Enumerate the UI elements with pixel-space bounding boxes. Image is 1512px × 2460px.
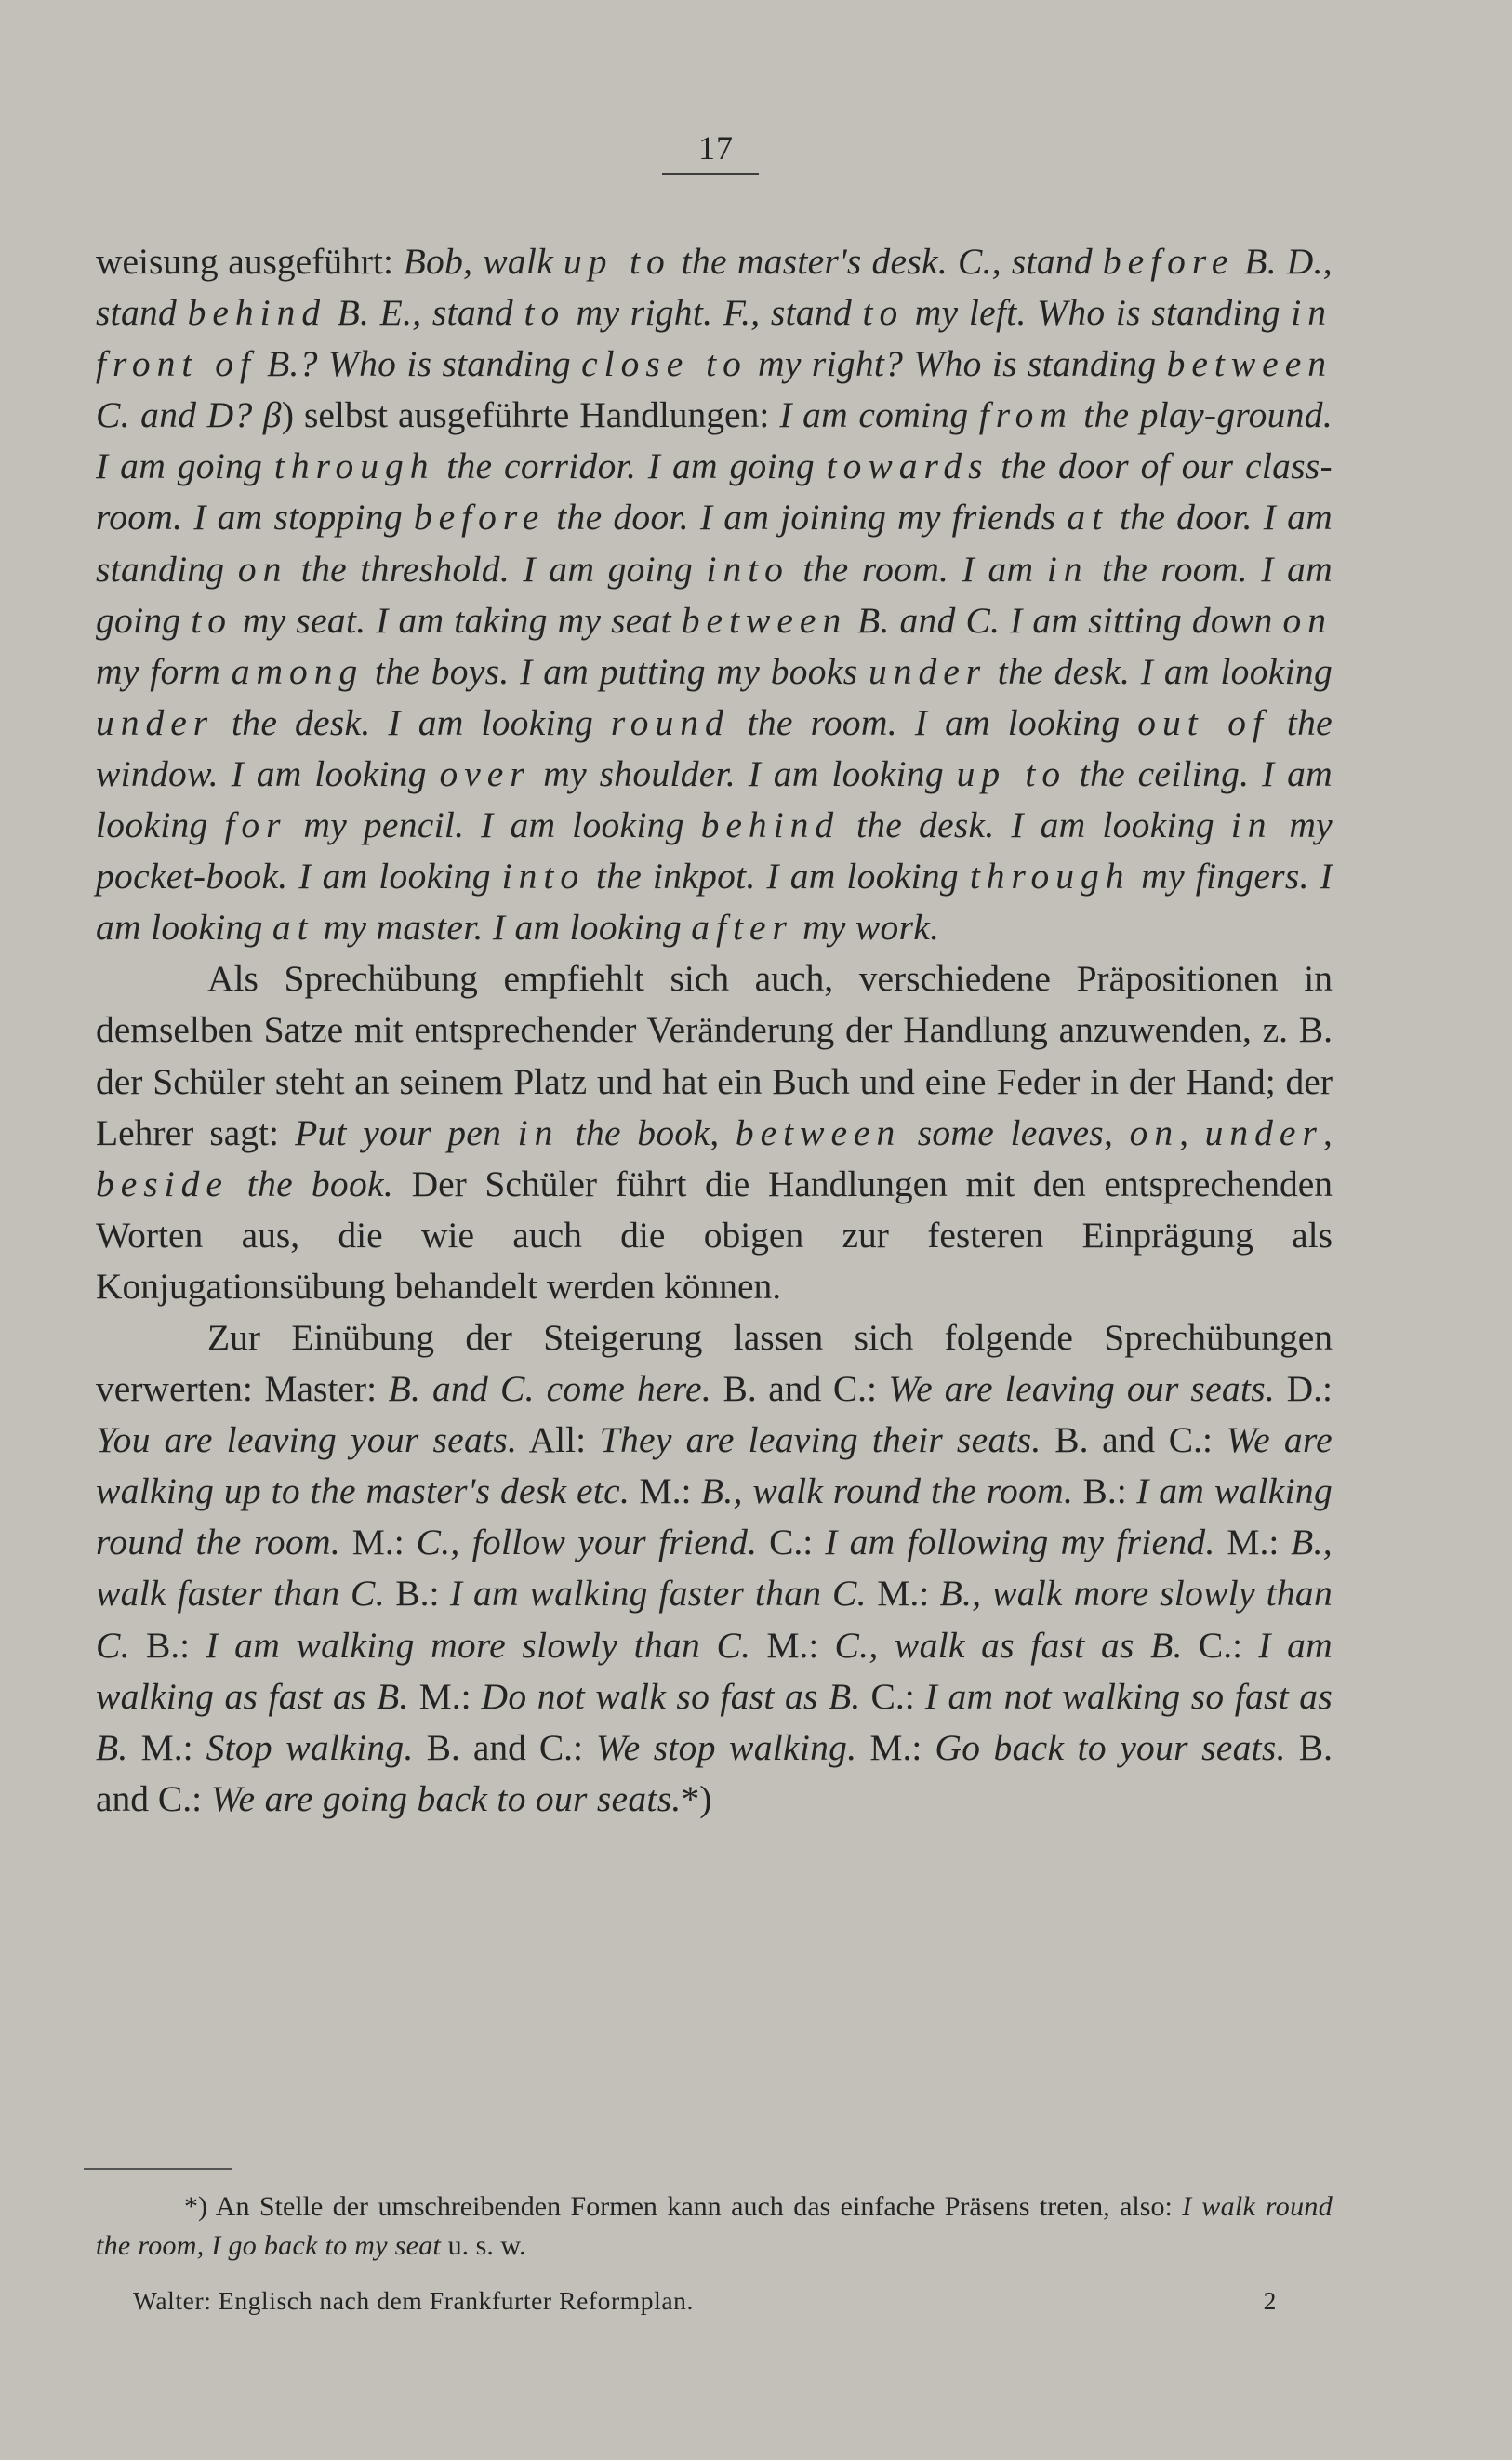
text-run: my fingers. I am looking bbox=[96, 856, 1333, 949]
text-run: towards bbox=[826, 445, 989, 487]
footnote bbox=[96, 2187, 1333, 2266]
text-run: from bbox=[978, 394, 1073, 436]
text-run: B., walk faster than C. bbox=[96, 1522, 1333, 1615]
text-run: Bob, walk bbox=[403, 241, 564, 282]
text-run: my left. Who is standing bbox=[904, 292, 1292, 334]
text-run: *) bbox=[681, 1777, 712, 1819]
text-run: the window. I am looking bbox=[96, 701, 1333, 794]
text-run: ) selbst ausgeführte Handlungen: bbox=[281, 394, 780, 436]
text-run: to bbox=[862, 292, 905, 334]
text-run: D.: bbox=[1275, 1368, 1333, 1410]
text-run: the desk. I am looking bbox=[840, 804, 1231, 846]
text-run: some leaves, bbox=[901, 1111, 1130, 1153]
text-run: my right? Who is standing bbox=[747, 343, 1167, 385]
text-run: before bbox=[1102, 241, 1235, 282]
text-run: my form bbox=[96, 650, 232, 692]
text-run: B. and C.: bbox=[413, 1726, 597, 1768]
text-run: We are going back to our seats. bbox=[210, 1777, 682, 1819]
text-run: B. and C.: bbox=[1041, 1419, 1227, 1461]
text-run: the boys. I am putting my books bbox=[364, 650, 869, 692]
text-run: among bbox=[231, 650, 365, 692]
text-run: my pencil. I am looking bbox=[286, 804, 701, 846]
text-run: before bbox=[413, 497, 546, 539]
text-run: my work. bbox=[792, 907, 940, 949]
text-run: M.: bbox=[750, 1624, 835, 1666]
text-run: on bbox=[237, 548, 288, 590]
text-run: between bbox=[735, 1111, 902, 1153]
text-run: the master's desk. C., stand bbox=[670, 241, 1103, 282]
text-run: on bbox=[1129, 1111, 1180, 1153]
text-run: into bbox=[706, 548, 789, 590]
text-run: C.: bbox=[1182, 1624, 1259, 1666]
text-run: under bbox=[96, 701, 215, 743]
text-run: Put your pen bbox=[295, 1111, 518, 1153]
text-run: the room. I am bbox=[789, 548, 1047, 590]
text-run: the desk. I am looking bbox=[987, 650, 1333, 692]
text-run: I am walking round the room. bbox=[96, 1470, 1333, 1563]
text-run: I am following my friend. bbox=[825, 1522, 1215, 1563]
text-run: round bbox=[610, 701, 730, 743]
text-run: B. and C.: bbox=[96, 1726, 1333, 1819]
text-run: after bbox=[691, 907, 793, 949]
text-run: We are walking up to the master's desk etc. bbox=[96, 1419, 1333, 1512]
text-run: under bbox=[1204, 1111, 1323, 1153]
text-run: close to bbox=[581, 343, 748, 385]
text-run: the ceiling. I am looking bbox=[96, 752, 1333, 846]
text-run: C., follow your friend. bbox=[416, 1522, 758, 1563]
paragraph-exercises bbox=[96, 236, 1333, 953]
text-run: behind bbox=[187, 292, 327, 334]
text-run: C., walk as fast as B. bbox=[834, 1624, 1183, 1666]
text-run: B.? Who is standing bbox=[256, 343, 582, 385]
text-run: β bbox=[262, 394, 282, 436]
text-run: C.: bbox=[757, 1522, 826, 1563]
text-run: I walk round the room, I go back to my seat bbox=[96, 2191, 1333, 2261]
text-run: u. s. w. bbox=[441, 2230, 526, 2261]
text-run: B.: bbox=[129, 1624, 206, 1666]
text-run: the corridor. I am going bbox=[434, 445, 827, 487]
text-run: behind bbox=[700, 804, 841, 846]
text-run: *) An Stelle der umschreibenden Formen kann auch das einfache Präsens treten, also: bbox=[184, 2191, 1183, 2222]
footnote-rule bbox=[84, 2168, 232, 2170]
text-run: B. D., stand bbox=[96, 241, 1333, 334]
text-run: my pocket-book. I am looking bbox=[96, 804, 1333, 898]
text-run: the book, bbox=[559, 1111, 736, 1153]
text-run: the play-ground. I am going bbox=[96, 394, 1333, 487]
text-run: B.: bbox=[384, 1573, 450, 1615]
text-run: M.: bbox=[630, 1470, 701, 1512]
text-run: my shoulder. I am looking bbox=[530, 752, 957, 794]
text-run: weisung ausgeführt: bbox=[96, 241, 404, 282]
text-run: up to bbox=[563, 241, 671, 282]
text-run: Zur Einübung der Steigerung lassen sich folgende Sprechübungen verwerten: Master: bbox=[96, 1316, 1333, 1410]
text-run: I am not walking so fast as B. bbox=[96, 1675, 1333, 1768]
text-run: over bbox=[439, 752, 531, 794]
text-run: M.: bbox=[1214, 1522, 1292, 1563]
text-run: We are leaving our seats. bbox=[888, 1368, 1276, 1410]
text-run: between bbox=[1166, 343, 1333, 385]
text-run: M.: bbox=[340, 1522, 417, 1563]
text-run: You are leaving your seats. bbox=[96, 1419, 518, 1461]
text-run: Als Sprechübung empfiehlt sich auch, verschiedene Präpositionen in demselben Satze mit entsprechender Veränderung der Handlung anzuwenden, z. B. der Schüler steht an seinem Platz und hat ein Buch und eine Feder in der Hand; der Lehrer sagt: bbox=[96, 958, 1333, 1153]
text-run: the desk. I am looking bbox=[214, 701, 611, 743]
page-footer bbox=[133, 2286, 1277, 2316]
text-run: through bbox=[273, 445, 435, 487]
text-run: the door of our class-room. I am stopping bbox=[96, 445, 1333, 539]
page-number: 17 bbox=[698, 129, 734, 166]
text-run: B., walk round the room. bbox=[700, 1470, 1074, 1512]
text-run: B. and C.: bbox=[711, 1368, 889, 1410]
text-run: the threshold. I am going bbox=[287, 548, 707, 590]
text-run: my master. I am looking bbox=[313, 907, 692, 949]
text-run: my right. F., stand bbox=[565, 292, 863, 334]
text-run: to bbox=[191, 599, 233, 641]
text-run: I am walking faster than C. bbox=[449, 1573, 867, 1615]
text-run: , bbox=[1179, 1111, 1205, 1153]
paragraph-comparison bbox=[96, 1312, 1333, 1825]
text-run: B.: bbox=[1073, 1470, 1137, 1512]
text-run: the room. I am going bbox=[96, 548, 1333, 641]
text-run: C. and D? bbox=[96, 394, 263, 436]
page-number-rule bbox=[662, 173, 759, 175]
text-run: M.: bbox=[127, 1726, 206, 1768]
text-run: M.: bbox=[856, 1726, 935, 1768]
text-run: between bbox=[681, 599, 848, 641]
text-run: on bbox=[1282, 599, 1333, 641]
text-run: We stop walking. bbox=[596, 1726, 857, 1768]
text-run: to bbox=[524, 292, 566, 334]
text-run: , bbox=[1322, 1111, 1333, 1153]
text-run: I am walking more slowly than C. bbox=[206, 1624, 751, 1666]
text-run: M.: bbox=[408, 1675, 482, 1717]
text-run: They are leaving their seats. bbox=[599, 1419, 1041, 1461]
text-run: All: bbox=[517, 1419, 600, 1461]
text-run: Do not walk so fast as B. bbox=[481, 1675, 861, 1717]
text-run: Go back to your seats. bbox=[935, 1726, 1286, 1768]
text-run: the room. I am looking bbox=[729, 701, 1138, 743]
text-run: in bbox=[517, 1111, 560, 1153]
text-run: M.: bbox=[866, 1573, 940, 1615]
text-run: in bbox=[1046, 548, 1089, 590]
text-run: the door. I am joining my friends bbox=[545, 497, 1068, 539]
text-run: beside bbox=[96, 1163, 229, 1204]
text-run: C.: bbox=[860, 1675, 925, 1717]
text-run: at bbox=[1067, 497, 1109, 539]
text-run: I am walking as fast as B. bbox=[96, 1624, 1333, 1717]
text-run: through bbox=[969, 856, 1131, 898]
text-run: at bbox=[272, 907, 314, 949]
text-run: the inkpot. I am looking bbox=[585, 856, 970, 898]
text-run: under bbox=[869, 650, 988, 692]
footer-text: Walter: Englisch nach dem Frankfurter Reformplan. bbox=[133, 2286, 694, 2315]
text-run: my seat. I am taking my seat bbox=[232, 599, 682, 641]
text-run: the book. bbox=[228, 1163, 393, 1204]
text-run: up to bbox=[956, 752, 1068, 794]
text-run: in front of bbox=[96, 292, 1333, 385]
text-run: B. E., stand bbox=[326, 292, 524, 334]
text-run: in bbox=[1230, 804, 1273, 846]
main-text bbox=[96, 236, 1333, 1825]
footnote-text bbox=[96, 2187, 1333, 2266]
text-run: B., walk more slowly than C. bbox=[96, 1573, 1333, 1666]
text-run: Der Schüler führt die Handlungen mit den entsprechenden Worten aus, die wie auch die obigen zur festeren Einprägung als Konjugationsübung behandelt werden können. bbox=[96, 1163, 1333, 1307]
text-run: the door. I am standing bbox=[96, 497, 1333, 590]
text-run: out of bbox=[1137, 701, 1269, 743]
text-run: into bbox=[501, 856, 586, 898]
text-run: for bbox=[224, 804, 287, 846]
text-run: B. and C. I am sitting down bbox=[847, 599, 1283, 641]
text-run: B. and C. come here. bbox=[388, 1368, 712, 1410]
paragraph-prepositions bbox=[96, 953, 1333, 1312]
text-run: I am coming bbox=[779, 394, 979, 436]
text-run: Stop walking. bbox=[206, 1726, 414, 1768]
signature-mark: 2 bbox=[1263, 2286, 1277, 2315]
